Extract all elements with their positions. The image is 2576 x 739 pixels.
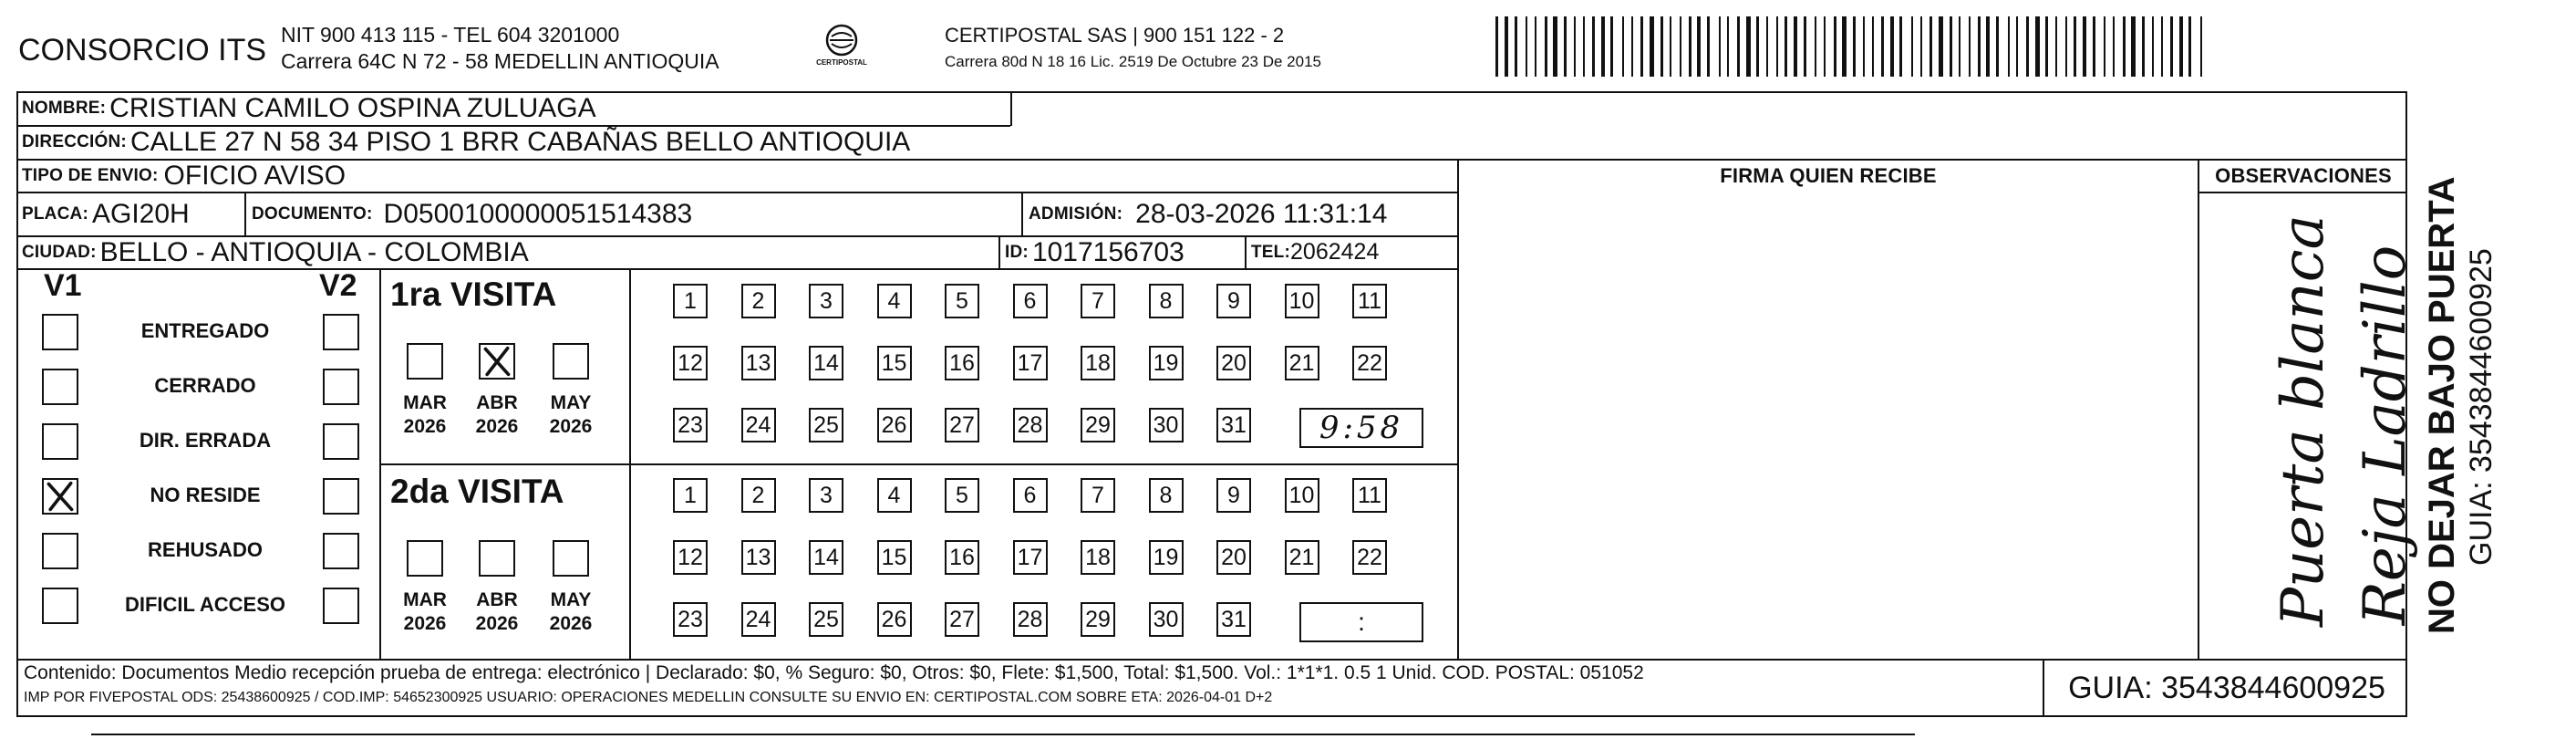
day-box[interactable]: 29	[1081, 408, 1115, 442]
month-label: ABR	[476, 392, 518, 413]
day-box[interactable]: 24	[741, 408, 776, 442]
v1-checkbox[interactable]	[42, 588, 78, 624]
day-box[interactable]: 6	[1013, 478, 1048, 513]
day-box[interactable]: 7	[1081, 478, 1115, 513]
day-box[interactable]: 20	[1216, 540, 1251, 575]
status-label: NO RESIDE	[150, 484, 261, 506]
day-box[interactable]: 15	[877, 540, 912, 575]
handwritten-note-1: Puerta blanca	[2270, 214, 2337, 627]
day-box[interactable]: 27	[945, 408, 979, 442]
handwritten-note-2: Reja Ladrillo	[2352, 245, 2419, 626]
side-warning: NO DEJAR BAJO PUERTA	[2422, 176, 2462, 634]
tipo-envio-label: TIPO DE ENVIO:	[22, 165, 159, 185]
day-box[interactable]: 8	[1149, 284, 1184, 318]
tipo-envio-value: OFICIO AVISO	[163, 160, 347, 191]
nombre-label: NOMBRE:	[22, 99, 107, 118]
admision-field	[1029, 193, 1387, 235]
day-box[interactable]: 19	[1149, 540, 1184, 575]
footer-imp: IMP POR FIVEPOSTAL ODS: 25438600925 / COD.IMP: 54652300925 USUARIO: OPERACIONES MEDELLIN CONSULTE SU ENVIO EN: CERTIPOSTAL.COM SOBRE ETA: 2026-04-01 D+2	[24, 690, 1273, 705]
tel-label: TEL:	[1251, 242, 1291, 262]
v1-checkbox[interactable]	[42, 369, 78, 405]
firma-header: FIRMA QUIEN RECIBE	[1720, 163, 1937, 187]
visit1-title: 1ra VISITA	[390, 276, 557, 313]
day-box[interactable]: 21	[1285, 540, 1319, 575]
day-box[interactable]: 10	[1285, 284, 1319, 318]
day-box[interactable]: 6	[1013, 284, 1048, 318]
documento-field	[252, 193, 692, 235]
day-box[interactable]: 31	[1216, 408, 1251, 442]
id-field	[1005, 236, 1185, 268]
day-box[interactable]: 3	[809, 284, 843, 318]
day-box[interactable]: 23	[673, 602, 708, 637]
day-box[interactable]: 18	[1081, 540, 1115, 575]
logo-text: CERTIPOSTAL	[816, 58, 867, 67]
month-checkbox[interactable]	[407, 540, 443, 577]
v2-label: V2	[319, 268, 357, 303]
ciudad-row	[22, 236, 529, 268]
day-box[interactable]: 30	[1149, 602, 1184, 637]
month-label: MAR	[403, 589, 447, 610]
tel-value: 2062424	[1290, 239, 1380, 265]
month-checkbox[interactable]	[407, 343, 443, 380]
day-box[interactable]: 25	[809, 408, 843, 442]
day-box[interactable]: 17	[1013, 540, 1048, 575]
x-mark-icon	[44, 480, 77, 513]
day-box[interactable]: 7	[1081, 284, 1115, 318]
day-box[interactable]: 27	[945, 602, 979, 637]
day-box[interactable]: 2	[741, 284, 776, 318]
barcode	[1495, 16, 2207, 77]
day-box[interactable]: 31	[1216, 602, 1251, 637]
company-nit-phone: NIT 900 413 115 - TEL 604 3201000	[281, 23, 620, 47]
direccion-label: DIRECCIÓN:	[22, 132, 127, 151]
documento-value: D0500100000051514383	[383, 198, 693, 229]
visit2-title: 2da VISITA	[390, 473, 564, 510]
day-box[interactable]: 24	[741, 602, 776, 637]
tipo-envio-row	[22, 160, 346, 192]
day-box[interactable]: 28	[1013, 602, 1048, 637]
day-box[interactable]: 9	[1216, 284, 1251, 318]
observaciones-handwriting	[2199, 193, 2419, 659]
v2-checkbox[interactable]	[323, 369, 359, 405]
v1-checkbox[interactable]	[42, 533, 78, 569]
day-box[interactable]: 1	[673, 284, 708, 318]
day-box[interactable]: 14	[809, 540, 843, 575]
status-label: REHUSADO	[148, 538, 263, 561]
tel-field	[1251, 236, 1379, 268]
v2-checkbox[interactable]	[323, 423, 359, 460]
placa-label: PLACA:	[22, 203, 88, 224]
day-box[interactable]: 19	[1149, 346, 1184, 380]
month-checkbox[interactable]	[553, 343, 589, 380]
day-box[interactable]: 13	[741, 540, 776, 575]
v2-checkbox[interactable]	[323, 533, 359, 569]
day-box[interactable]: 25	[809, 602, 843, 637]
carrier-address: Carrera 80d N 18 16 Lic. 2519 De Octubre 23 De 2015	[945, 53, 1321, 70]
observaciones-header: OBSERVACIONES	[2215, 163, 2392, 187]
day-box[interactable]: 22	[1352, 540, 1387, 575]
day-box[interactable]: 28	[1013, 408, 1048, 442]
v1-label: V1	[44, 268, 82, 303]
id-label: ID:	[1005, 242, 1029, 262]
v2-checkbox[interactable]	[323, 314, 359, 350]
time-field[interactable]	[1299, 602, 1423, 642]
day-box[interactable]: 4	[877, 284, 912, 318]
ciudad-value: BELLO - ANTIOQUIA - COLOMBIA	[99, 236, 529, 267]
day-box[interactable]: 30	[1149, 408, 1184, 442]
day-box[interactable]: 26	[877, 602, 912, 637]
footer-guia: GUIA: 3543844600925	[2068, 670, 2385, 705]
direccion-row	[22, 126, 910, 159]
year-label: 2026	[403, 416, 447, 437]
id-value: 1017156703	[1031, 236, 1185, 267]
v1-checkbox[interactable]	[42, 478, 78, 515]
ciudad-label: CIUDAD:	[22, 242, 97, 262]
status-label: ENTREGADO	[140, 319, 270, 342]
day-box[interactable]: 15	[877, 346, 912, 380]
day-box[interactable]: 14	[809, 346, 843, 380]
year-label: 2026	[475, 613, 519, 634]
v1-checkbox[interactable]	[42, 423, 78, 460]
day-box[interactable]: 12	[673, 540, 708, 575]
nombre-row	[22, 92, 596, 125]
footer-contenido: Contenido: Documentos Medio recepción prueba de entrega: electrónico | Declarado: $0, % Seguro: $0, Otros: $0, Flete: $1,500, Total: $1,500. Vol.: 1*1*1. 0.5 1 Unid. COD. POSTAL: 051052	[24, 662, 1644, 683]
day-box[interactable]: 5	[945, 478, 979, 513]
status-label: CERRADO	[154, 374, 256, 397]
day-box[interactable]: 26	[877, 408, 912, 442]
status-label: DIFICIL ACCESO	[124, 593, 285, 616]
day-box[interactable]: 4	[877, 478, 912, 513]
carrier-name: CERTIPOSTAL SAS | 900 151 122 - 2	[945, 24, 1285, 47]
direccion-value: CALLE 27 N 58 34 PISO 1 BRR CABAÑAS BELLO ANTIOQUIA	[129, 127, 911, 157]
company-name: CONSORCIO ITS	[18, 33, 267, 68]
day-box[interactable]: 18	[1081, 346, 1115, 380]
v2-checkbox[interactable]	[323, 588, 359, 624]
time-value: :	[1358, 608, 1365, 636]
day-box[interactable]: 11	[1352, 284, 1387, 318]
month-label: MAY	[550, 589, 592, 610]
day-box[interactable]: 9	[1216, 478, 1251, 513]
year-label: 2026	[549, 416, 593, 437]
v1-checkbox[interactable]	[42, 314, 78, 350]
day-box[interactable]: 2	[741, 478, 776, 513]
time-field[interactable]	[1299, 408, 1423, 448]
day-box[interactable]: 22	[1352, 346, 1387, 380]
month-checkbox[interactable]	[479, 343, 515, 380]
day-box[interactable]: 16	[945, 346, 979, 380]
day-box[interactable]: 1	[673, 478, 708, 513]
day-box[interactable]: 10	[1285, 478, 1319, 513]
certipostal-logo	[812, 22, 872, 75]
year-label: 2026	[403, 613, 447, 634]
month-checkbox[interactable]	[479, 540, 515, 577]
day-box[interactable]: 5	[945, 284, 979, 318]
day-box[interactable]: 29	[1081, 602, 1115, 637]
day-box[interactable]: 23	[673, 408, 708, 442]
x-mark-icon	[481, 345, 513, 378]
day-box[interactable]: 20	[1216, 346, 1251, 380]
v2-checkbox[interactable]	[323, 478, 359, 515]
placa-value: AGI20H	[91, 198, 190, 229]
month-checkbox[interactable]	[553, 540, 589, 577]
month-label: MAY	[550, 392, 592, 413]
admision-value: 28-03-2026 11:31:14	[1135, 198, 1388, 229]
side-guia: GUIA: 3543844600925	[2464, 248, 2498, 566]
day-box[interactable]: 13	[741, 346, 776, 380]
day-box[interactable]: 8	[1149, 478, 1184, 513]
company-address: Carrera 64C N 72 - 58 MEDELLIN ANTIOQUIA	[281, 49, 719, 73]
year-label: 2026	[549, 613, 593, 634]
day-box[interactable]: 17	[1013, 346, 1048, 380]
day-box[interactable]: 16	[945, 540, 979, 575]
nombre-value: CRISTIAN CAMILO OSPINA ZULUAGA	[109, 93, 596, 123]
month-label: MAR	[403, 392, 447, 413]
bottom-rule	[91, 734, 1915, 735]
month-label: ABR	[476, 589, 518, 610]
day-box[interactable]: 3	[809, 478, 843, 513]
day-box[interactable]: 21	[1285, 346, 1319, 380]
day-box[interactable]: 11	[1352, 478, 1387, 513]
day-box[interactable]: 12	[673, 346, 708, 380]
time-value: 9:58	[1319, 410, 1404, 446]
admision-label: ADMISIÓN:	[1029, 203, 1123, 224]
status-label: DIR. ERRADA	[139, 429, 272, 452]
documento-label: DOCUMENTO:	[252, 203, 373, 224]
year-label: 2026	[475, 416, 519, 437]
placa-row	[22, 193, 190, 235]
